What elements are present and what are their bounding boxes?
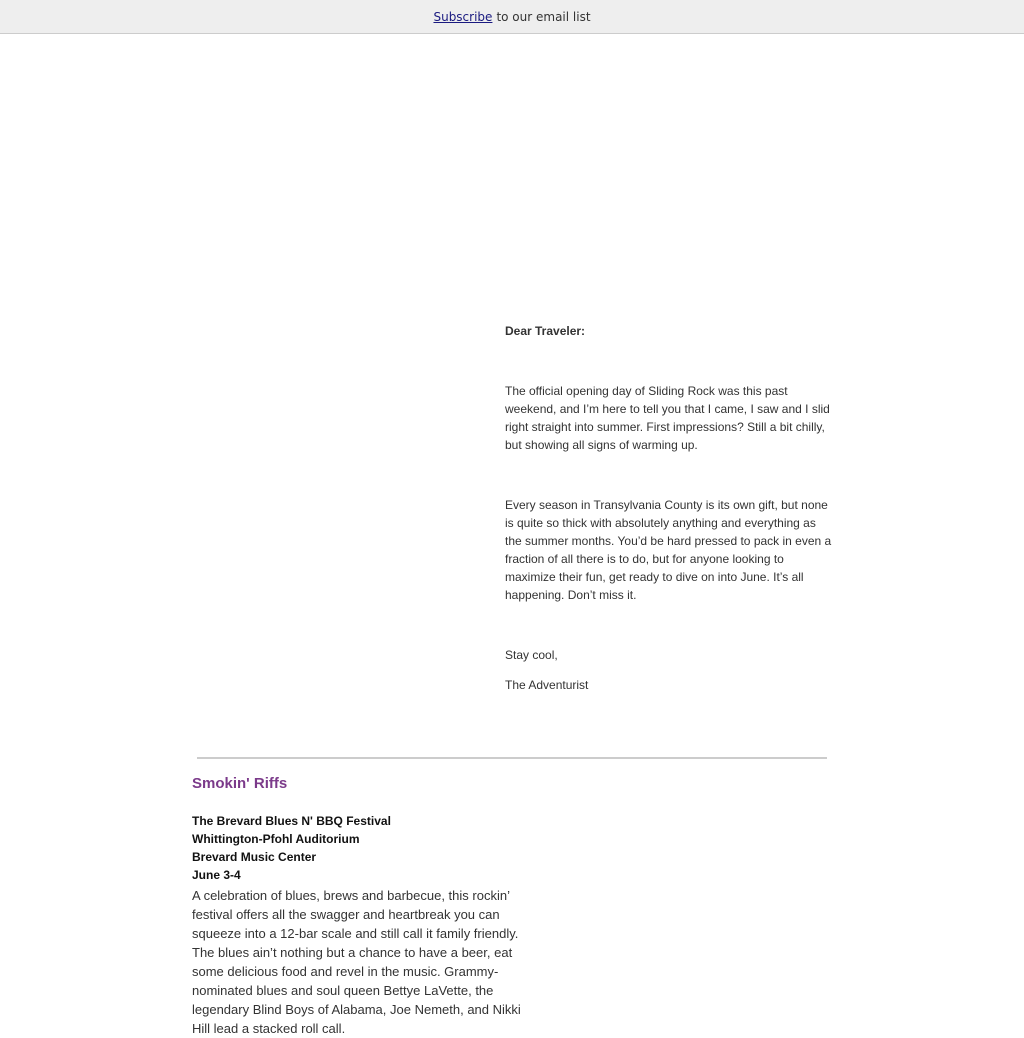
letter-signoff: Stay cool, bbox=[505, 648, 558, 662]
section-divider bbox=[197, 757, 827, 759]
letter-paragraph-2: Every season in Transylvania County is its own gift, but none is quite so thick with absolutely anything and everything as the summer months. You’d be hard pressed to pack in even a fraction of all there is to do, but for anyone looking to maximize their fun, get ready to dive on into June. It’s all happening. Don’t miss it. bbox=[505, 498, 832, 602]
event-venue: Whittington-Pfohl Auditorium bbox=[192, 832, 360, 846]
subscribe-bar bbox=[0, 0, 1024, 34]
letter-body bbox=[505, 322, 835, 694]
letter-signature: The Adventurist bbox=[505, 678, 589, 692]
subscribe-link[interactable]: Subscribe bbox=[433, 9, 493, 24]
letter-greeting: Dear Traveler: bbox=[505, 324, 586, 338]
subscribe-bar-text: to our email list bbox=[496, 9, 591, 24]
event-section bbox=[192, 774, 532, 1038]
event-name: The Brevard Blues N' BBQ Festival bbox=[192, 814, 391, 828]
event-dates: June 3-4 bbox=[192, 868, 241, 882]
event-location: Brevard Music Center bbox=[192, 850, 317, 864]
event-description: A celebration of blues, brews and barbecue, this rockin’ festival offers all the swagger and heartbreak you can squeeze into a 12-bar scale and still call it family friendly. The blues ain’t nothing but a chance to have a beer, eat some delicious food and revel in the music. Grammy-nominated blues and soul queen Bettye LaVette, the legendary Blind Boys of Alabama, Joe Nemeth, and Nikki Hill lead a stacked roll call. bbox=[192, 888, 521, 1036]
event-details bbox=[192, 812, 532, 884]
letter-paragraph-1: The official opening day of Sliding Rock was this past weekend, and I’m here to tell you that I came, I saw and I slid right straight into summer. First impressions? Still a bit chilly, but showing all signs of warming up. bbox=[505, 384, 830, 452]
section-title: Smokin' Riffs bbox=[192, 775, 288, 792]
